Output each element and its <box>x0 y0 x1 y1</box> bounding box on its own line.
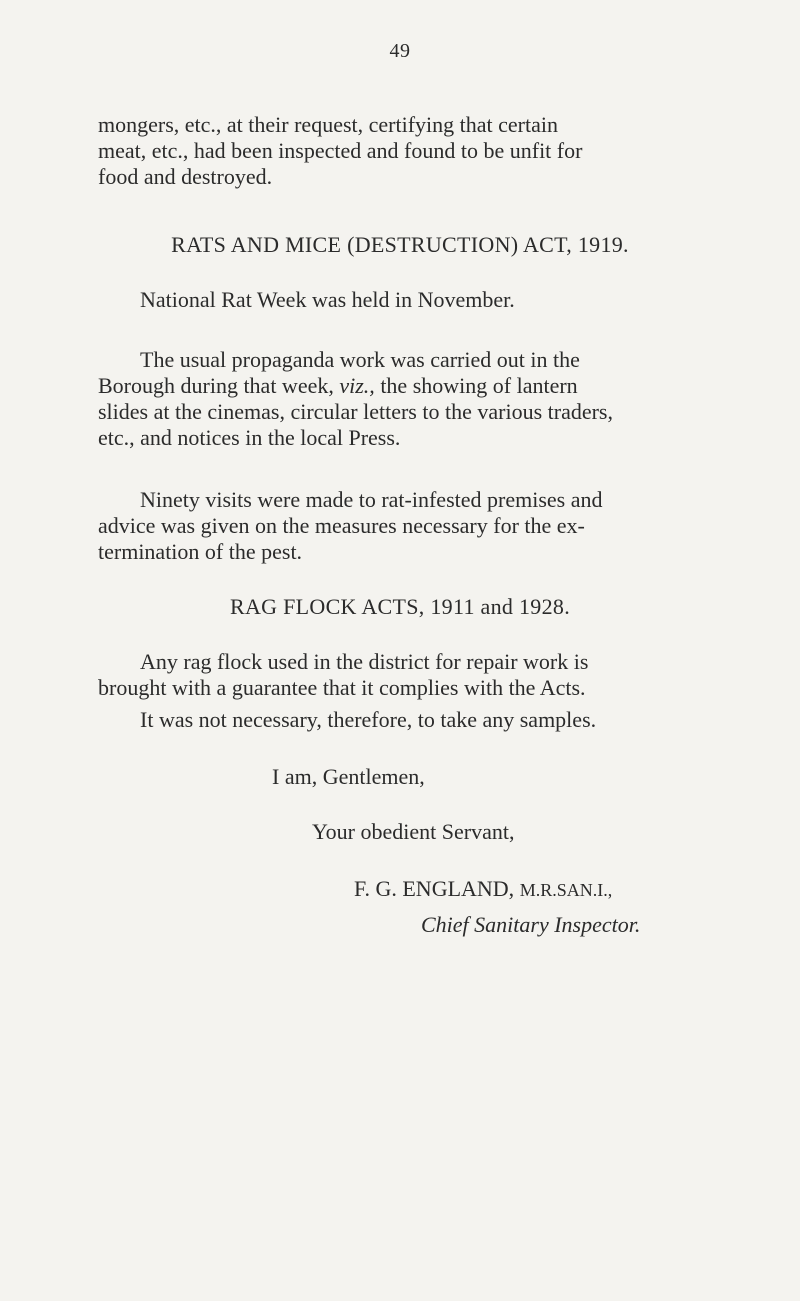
paragraph-rag-flock <box>98 649 718 701</box>
text-line: The usual propaganda work was carried out in the <box>140 347 580 372</box>
valediction: Your obedient Servant, <box>312 819 515 844</box>
signature-name: F. G. ENGLAND, <box>354 876 515 901</box>
salutation: I am, Gentlemen, <box>272 764 425 789</box>
signature-title: Chief Sanitary Inspector. <box>421 912 641 937</box>
text-line: food and destroyed. <box>98 164 273 189</box>
text-line <box>98 373 718 399</box>
signature-qualification: M.R.SAN.I., <box>519 880 613 900</box>
italic-viz: viz., <box>339 373 375 398</box>
paragraph-inspection <box>98 112 718 190</box>
text-line: etc., and notices in the local Press. <box>98 425 401 450</box>
text-fragment: Borough during that week, <box>98 373 334 398</box>
paragraph-national-rat-week: National Rat Week was held in November. <box>140 287 515 312</box>
page-number: 49 <box>389 40 411 62</box>
heading-rag-flock-acts: RAG FLOCK ACTS, 1911 and 1928. <box>229 594 571 619</box>
text-line: meat, etc., had been inspected and found to be unfit for <box>98 138 583 163</box>
paragraph-ninety-visits <box>98 487 718 565</box>
text-line: Any rag flock used in the district for repair work is <box>140 649 589 674</box>
text-fragment: the showing of lantern <box>380 373 578 398</box>
paragraph-no-samples: It was not necessary, therefore, to take any samples. <box>140 707 597 732</box>
text-line: advice was given on the measures necessary for the ex- <box>98 513 585 538</box>
text-line: termination of the pest. <box>98 539 303 564</box>
text-line: brought with a guarantee that it complies with the Acts. <box>98 675 586 700</box>
text-line: Ninety visits were made to rat-infested premises and <box>140 487 603 512</box>
heading-rats-and-mice-act: RATS AND MICE (DESTRUCTION) ACT, 1919. <box>171 232 629 257</box>
signature <box>354 876 612 903</box>
paragraph-propaganda <box>98 347 718 451</box>
text-line: slides at the cinemas, circular letters to the various traders, <box>98 399 613 424</box>
text-line: mongers, etc., at their request, certifying that certain <box>98 112 558 137</box>
